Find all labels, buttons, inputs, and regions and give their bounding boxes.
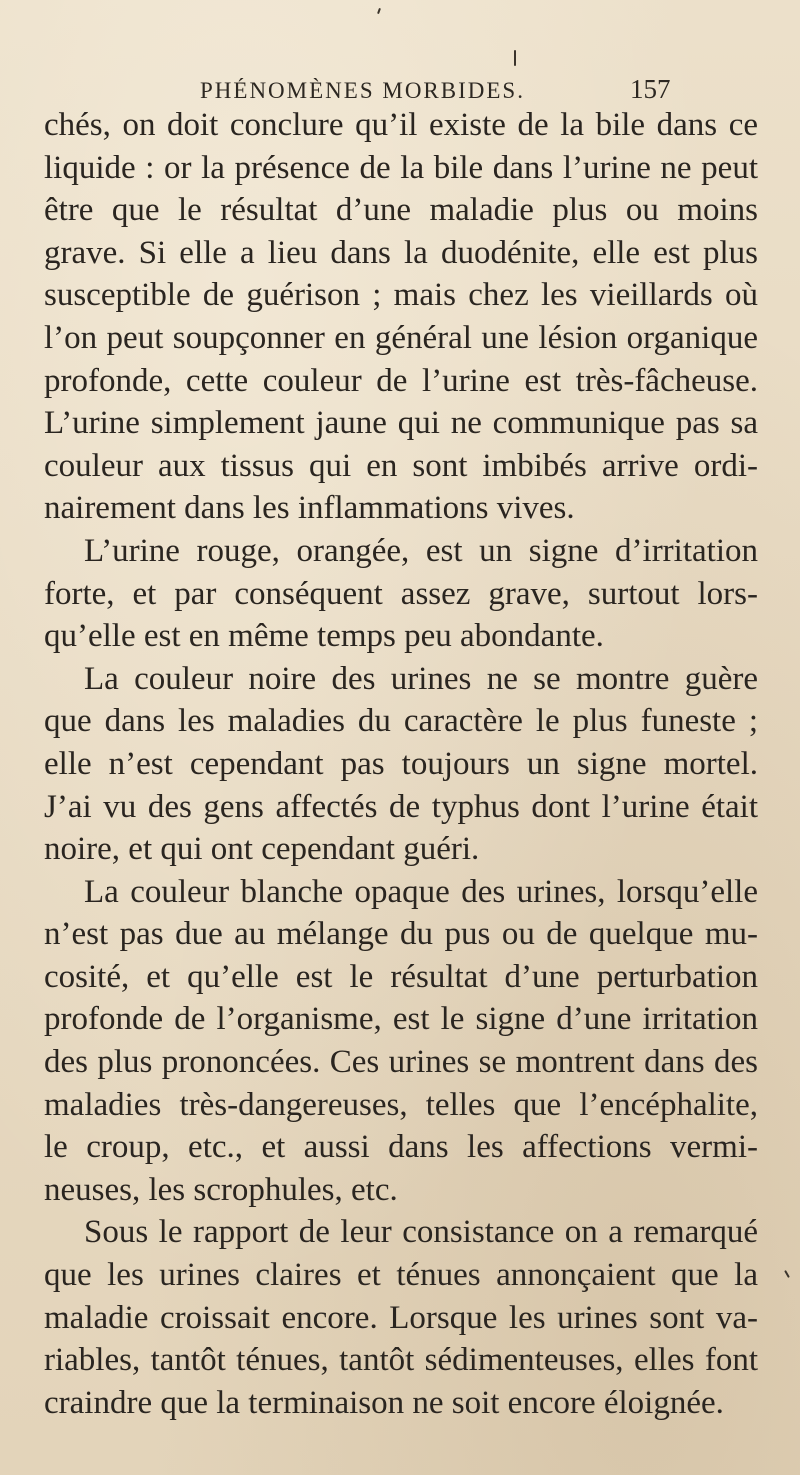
text-line: forte, et par conséquent assez grave, surtout lors- (44, 575, 758, 612)
text-line: profonde de l’organisme, est le signe d’une irritation (44, 1001, 758, 1038)
text-line: grave. Si elle a lieu dans la duodénite, elle est plus (44, 234, 758, 271)
ink-speck (377, 8, 381, 14)
text-line: chés, on doit conclure qu’il existe de la bile dans ce (44, 107, 758, 143)
text-line: susceptible de guérison ; mais chez les vieillards où (44, 277, 758, 314)
text-line: que les urines claires et ténues annonçaient que la (44, 1257, 758, 1294)
text-line: n’est pas due au mélange du pus ou de quelque mu- (44, 916, 758, 953)
body-text (44, 104, 758, 1424)
text-line: maladie croissait encore. Lorsque les urines sont va- (44, 1299, 758, 1336)
page-number: 157 (630, 74, 671, 104)
text-line: Sous le rapport de leur consistance on a remarqué (84, 1214, 758, 1251)
text-line: être que le résultat d’une maladie plus ou moins (44, 192, 758, 229)
text-line: J’ai vu des gens affectés de typhus dont l’urine était (44, 788, 758, 825)
text-line: le croup, etc., et aussi dans les affections vermi- (44, 1129, 758, 1166)
text-line: neuses, les scrophules, etc. (44, 1171, 398, 1208)
text-line: craindre que la terminaison ne soit encore éloignée. (44, 1384, 724, 1421)
text-line: que dans les maladies du caractère le plus funeste ; (44, 703, 758, 740)
text-line: couleur aux tissus qui en sont imbibés arrive ordi- (44, 447, 758, 484)
text-line: des plus prononcées. Ces urines se montrent dans des (44, 1044, 758, 1081)
text-line: l’on peut soupçonner en général une lésion organique (44, 319, 758, 356)
ink-speck (514, 50, 516, 66)
text-line: liquide : or la présence de la bile dans l’urine ne peut (44, 149, 758, 186)
text-line: L’urine rouge, orangée, est un signe d’irritation (84, 532, 758, 569)
running-title: PHÉNOMÈNES MORBIDES. (200, 78, 525, 103)
text-line: riables, tantôt ténues, tantôt sédimenteuses, elles font (44, 1342, 758, 1379)
text-line: L’urine simplement jaune qui ne communique pas sa (44, 405, 758, 442)
text-line: cosité, et qu’elle est le résultat d’une perturbation (44, 958, 758, 995)
text-line: profonde, cette couleur de l’urine est très-fâcheuse. (44, 362, 758, 399)
ink-speck (784, 1270, 790, 1278)
text-line: elle n’est cependant pas toujours un signe mortel. (44, 745, 758, 782)
text-line: La couleur noire des urines ne se montre guère (84, 660, 758, 697)
text-line: nairement dans les inflammations vives. (44, 490, 575, 527)
text-line: maladies très-dangereuses, telles que l’encéphalite, (44, 1086, 758, 1123)
text-line: La couleur blanche opaque des urines, lorsqu’elle (84, 873, 758, 910)
text-line: qu’elle est en même temps peu abondante. (44, 618, 604, 655)
text-line: noire, et qui ont cependant guéri. (44, 831, 480, 868)
